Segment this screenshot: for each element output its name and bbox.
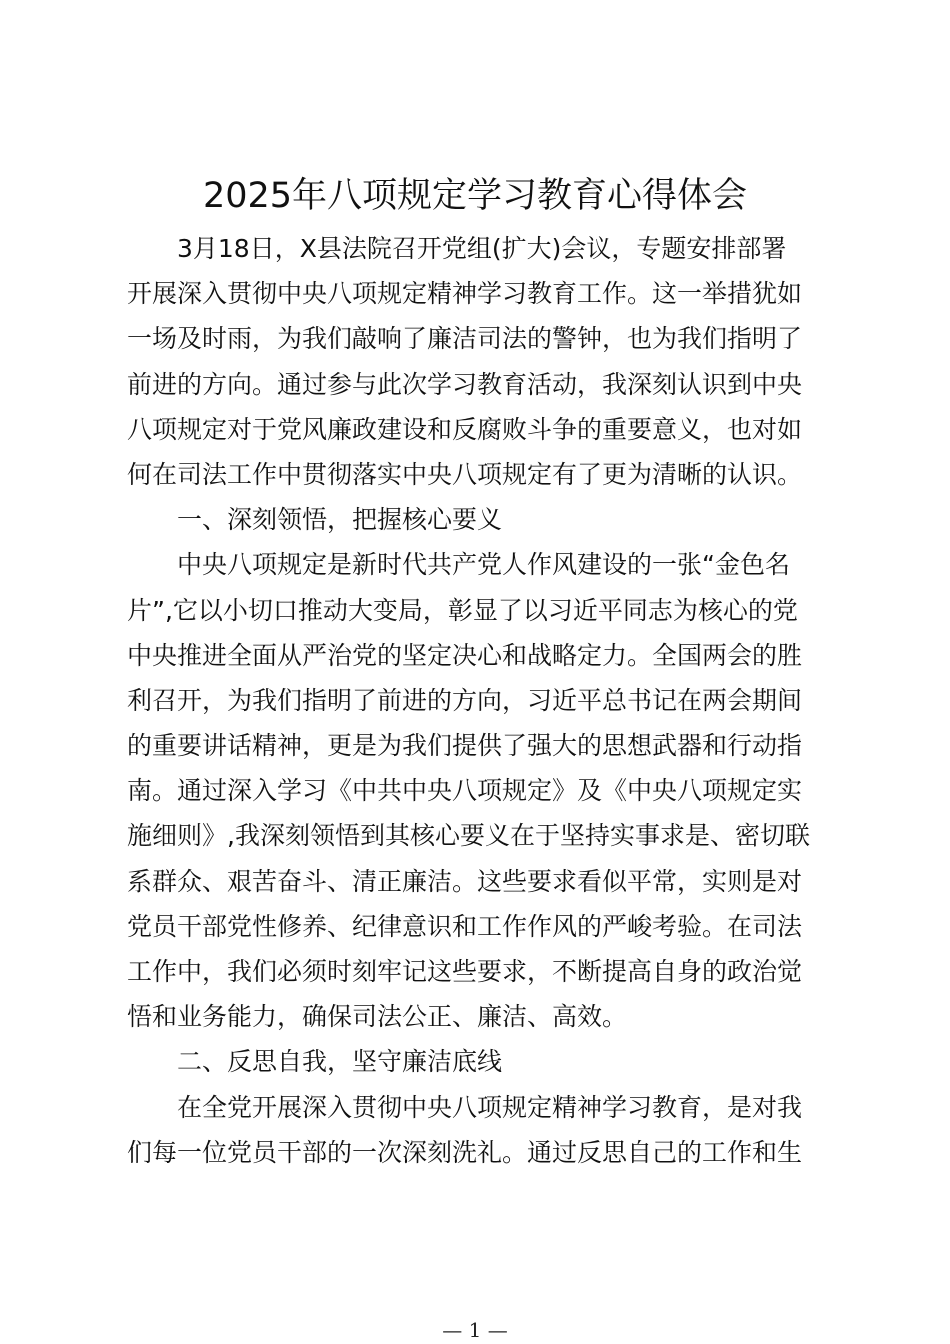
page-number: — 1 — [442, 1318, 508, 1342]
paragraph-line: 中央八项规定是新时代共产党人作风建设的一张“金色名 [177, 550, 790, 580]
paragraph-line: 利召开，为我们指明了前进的方向，习近平总书记在两会期间 [127, 685, 803, 715]
paragraph-line: 悟和业务能力，确保司法公正、廉洁、高效。 [127, 1002, 628, 1032]
paragraph-line: 南。通过深入学习《中共中央八项规定》及《中央八项规定实 [127, 776, 803, 806]
paragraph-line: 中央推进全面从严治党的坚定决心和战略定力。全国两会的胜 [127, 640, 803, 670]
paragraph-line: 3月18日，X县法院召开党组(扩大)会议，专题安排部署 [177, 234, 787, 263]
paragraph-line: 片”,它以小切口推动大变局，彰显了以习近平同志为核心的党 [127, 595, 798, 625]
paragraph-line: 的重要讲话精神，更是为我们提供了强大的思想武器和行动指 [127, 731, 803, 761]
section-heading-2: 二、反思自我，坚守廉洁底线 [177, 1047, 503, 1077]
paragraph-line: 系群众、艰苦奋斗、清正廉洁。这些要求看似平常，实则是对 [127, 866, 803, 896]
paragraph-line: 开展深入贯彻中央八项规定精神学习教育工作。这一举措犹如 [127, 279, 803, 309]
paragraph-line: 一场及时雨，为我们敲响了廉洁司法的警钟，也为我们指明了 [127, 324, 803, 354]
paragraph-line: 在全党开展深入贯彻中央八项规定精神学习教育，是对我 [177, 1092, 803, 1122]
section-heading-1: 一、深刻领悟，把握核心要义 [177, 505, 503, 535]
paragraph-line: 施细则》,我深刻领悟到其核心要义在于坚持实事求是、密切联 [127, 821, 810, 851]
paragraph-line: 们每一位党员干部的一次深刻洗礼。通过反思自己的工作和生 [127, 1137, 803, 1167]
paragraph-line: 八项规定对于党风廉政建设和反腐败斗争的重要意义，也对如 [127, 414, 803, 444]
paragraph-line: 何在司法工作中贯彻落实中央八项规定有了更为清晰的认识。 [127, 459, 803, 489]
paragraph-line: 党员干部党性修养、纪律意识和工作作风的严峻考验。在司法 [127, 911, 803, 941]
document-title: 2025年八项规定学习教育心得体会 [202, 176, 748, 216]
document-body [127, 226, 827, 1175]
paragraph-line: 前进的方向。通过参与此次学习教育活动，我深刻认识到中央 [127, 369, 803, 399]
paragraph-line: 工作中，我们必须时刻牢记这些要求，不断提高自身的政治觉 [127, 957, 803, 986]
